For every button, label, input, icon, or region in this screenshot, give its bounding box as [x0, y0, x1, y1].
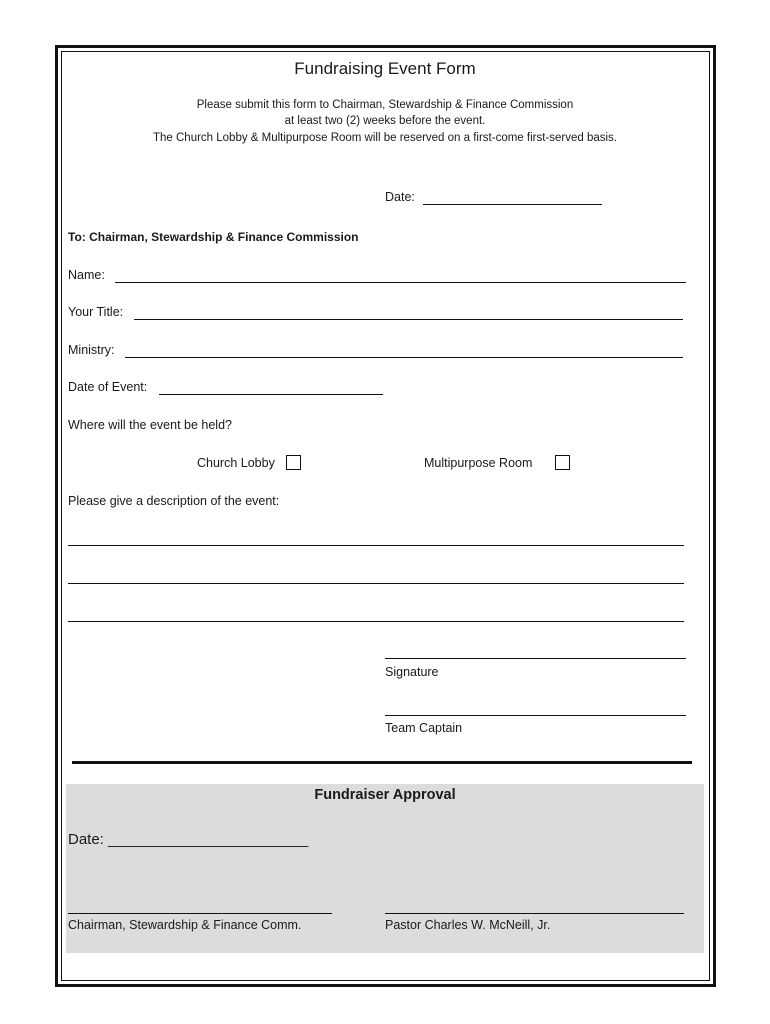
- intro-line-2: at least two (2) weeks before the event.: [284, 115, 486, 127]
- to-line: To: Chairman, Stewardship & Finance Commission: [68, 230, 359, 244]
- event-date-field[interactable]: [159, 394, 383, 395]
- signature-label: Signature: [385, 665, 439, 679]
- location-question: Where will the event be held?: [68, 418, 232, 432]
- description-line-2[interactable]: [68, 583, 684, 584]
- description-line-1[interactable]: [68, 545, 684, 546]
- ministry-label: Ministry:: [68, 343, 115, 357]
- date-label: Date:: [385, 190, 415, 204]
- your-title-label: Your Title:: [68, 305, 124, 319]
- date-field[interactable]: [423, 204, 602, 205]
- approval-heading: Fundraiser Approval: [314, 787, 456, 803]
- name-field[interactable]: [115, 282, 686, 283]
- team-captain-field[interactable]: [385, 715, 686, 716]
- signature-field[interactable]: [385, 658, 686, 659]
- name-label: Name:: [68, 268, 105, 282]
- multipurpose-room-checkbox[interactable]: [555, 455, 570, 470]
- your-title-field[interactable]: [134, 319, 683, 320]
- church-lobby-checkbox[interactable]: [286, 455, 301, 470]
- section-divider: [72, 761, 692, 764]
- event-date-label: Date of Event:: [68, 380, 148, 394]
- form-title: Fundraising Event Form: [294, 59, 476, 78]
- pastor-label: Pastor Charles W. McNeill, Jr.: [385, 918, 551, 932]
- approval-date-field[interactable]: Date: ________________________: [68, 831, 309, 848]
- intro-line-1: Please submit this form to Chairman, Stewardship & Finance Commission: [196, 99, 574, 111]
- chairman-label: Chairman, Stewardship & Finance Comm.: [68, 918, 302, 932]
- church-lobby-label: Church Lobby: [197, 456, 275, 470]
- chairman-signature-field[interactable]: [68, 913, 332, 914]
- ministry-field[interactable]: [125, 357, 683, 358]
- intro-line-3: The Church Lobby & Multipurpose Room will be reserved on a first-come first-served basis.: [152, 132, 618, 144]
- pastor-signature-field[interactable]: [385, 913, 684, 914]
- team-captain-label: Team Captain: [385, 721, 463, 735]
- description-line-3[interactable]: [68, 621, 684, 622]
- multipurpose-room-label: Multipurpose Room: [424, 456, 533, 470]
- description-label: Please give a description of the event:: [68, 494, 280, 508]
